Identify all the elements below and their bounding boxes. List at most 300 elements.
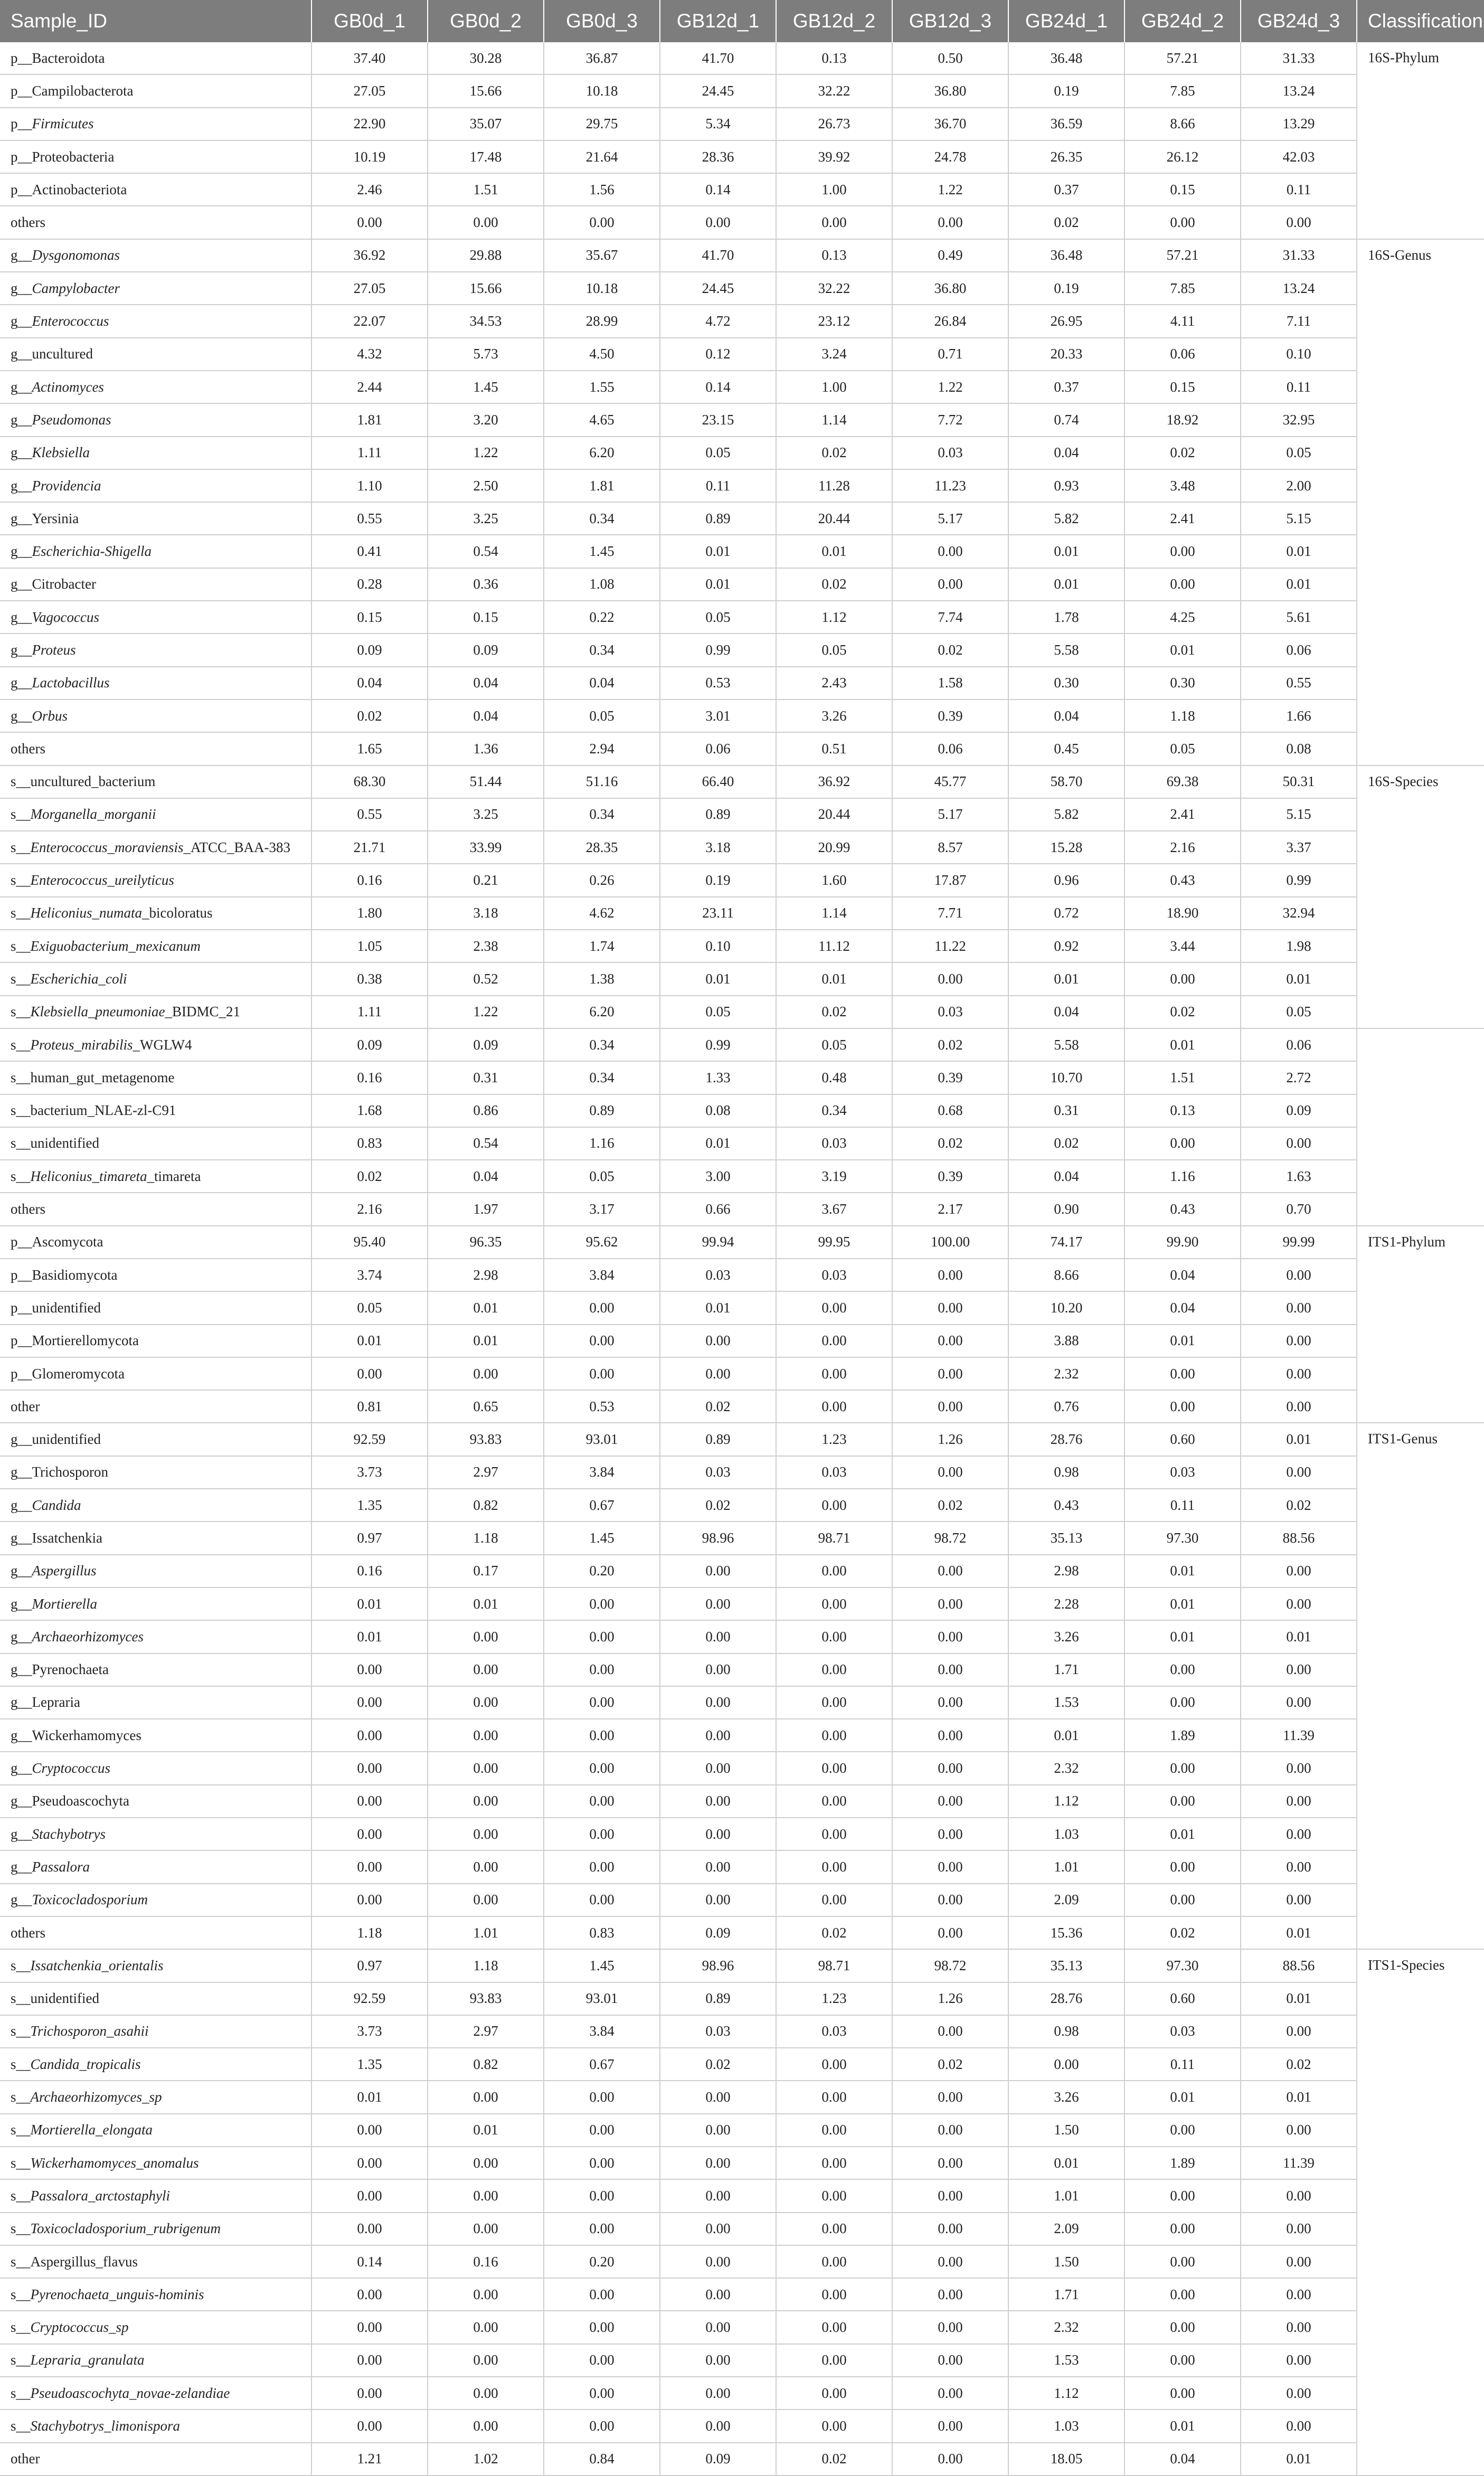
value-cell: 36.92 bbox=[311, 239, 428, 272]
value-cell: 95.62 bbox=[544, 1226, 660, 1259]
value-cell: 97.30 bbox=[1124, 1521, 1241, 1554]
value-cell: 28.35 bbox=[544, 831, 660, 864]
taxon-prefix: other bbox=[11, 1398, 40, 1414]
value-cell: 6.20 bbox=[544, 437, 660, 469]
value-cell: 0.01 bbox=[428, 1587, 544, 1620]
value-cell: 0.00 bbox=[660, 1555, 776, 1587]
value-cell: 0.00 bbox=[428, 206, 544, 239]
taxon-name-italic: Enterococcus_moraviensis bbox=[30, 839, 184, 855]
taxon-name: Wickerhamomyces bbox=[32, 1727, 141, 1743]
value-cell: 0.89 bbox=[660, 502, 776, 535]
table-row bbox=[0, 140, 1484, 173]
value-cell: 0.02 bbox=[311, 1160, 428, 1193]
value-cell: 0.00 bbox=[892, 1555, 1008, 1587]
value-cell: 0.83 bbox=[544, 1916, 660, 1949]
value-cell: 0.89 bbox=[660, 1982, 776, 2015]
value-cell: 0.02 bbox=[892, 634, 1008, 666]
taxon-name-italic: Klebsiella_pneumoniae bbox=[30, 1004, 165, 1020]
value-cell: 0.53 bbox=[660, 667, 776, 700]
value-cell: 0.00 bbox=[311, 1785, 428, 1818]
value-cell: 2.43 bbox=[776, 667, 892, 700]
taxon-strain: _ATCC_BAA-383 bbox=[183, 839, 290, 855]
value-cell: 1.36 bbox=[428, 732, 544, 765]
taxon-prefix: g__ bbox=[11, 609, 32, 625]
value-cell: 0.00 bbox=[892, 1325, 1008, 1357]
value-cell: 2.72 bbox=[1241, 1061, 1357, 1094]
taxon-prefix: s__ bbox=[11, 1069, 31, 1085]
value-cell: 0.00 bbox=[1241, 1752, 1357, 1784]
taxon-name-italic: Lactobacillus bbox=[32, 675, 110, 691]
value-cell: 3.20 bbox=[428, 403, 544, 436]
value-cell: 98.72 bbox=[892, 1521, 1008, 1554]
sample-id-cell bbox=[0, 1785, 311, 1818]
table-row bbox=[0, 1489, 1484, 1521]
table-row bbox=[0, 1160, 1484, 1193]
value-cell: 0.00 bbox=[1241, 206, 1357, 239]
taxon-strain: _timareta bbox=[147, 1168, 201, 1184]
value-cell: 1.14 bbox=[776, 403, 892, 436]
value-cell: 0.08 bbox=[1241, 732, 1357, 765]
value-cell: 0.39 bbox=[892, 1061, 1008, 1094]
value-cell: 3.25 bbox=[428, 798, 544, 831]
value-cell: 0.34 bbox=[544, 798, 660, 831]
value-cell: 0.00 bbox=[1241, 1587, 1357, 1620]
value-cell: 0.00 bbox=[544, 1620, 660, 1653]
value-cell: 21.71 bbox=[311, 831, 428, 864]
taxon-name-italic: Enterococcus_ureilyticus bbox=[30, 872, 174, 889]
value-cell: 0.49 bbox=[892, 239, 1008, 272]
value-cell: 1.01 bbox=[1008, 2179, 1124, 2212]
value-cell: 2.46 bbox=[311, 173, 428, 206]
value-cell: 0.00 bbox=[428, 2179, 544, 2212]
value-cell: 0.00 bbox=[1241, 2278, 1357, 2311]
taxon-prefix: g__ bbox=[11, 1530, 32, 1546]
value-cell: 0.00 bbox=[660, 1850, 776, 1883]
value-cell: 92.59 bbox=[311, 1423, 428, 1456]
value-cell: 1.51 bbox=[1124, 1061, 1241, 1094]
sample-id-cell bbox=[0, 1949, 311, 1982]
value-cell: 8.66 bbox=[1124, 108, 1241, 140]
value-cell: 10.18 bbox=[544, 74, 660, 107]
value-cell: 99.90 bbox=[1124, 1226, 1241, 1259]
classification-cell: 16S-Phylum bbox=[1357, 42, 1484, 239]
value-cell: 0.01 bbox=[1241, 1423, 1357, 1456]
value-cell: 0.99 bbox=[1241, 864, 1357, 896]
table-row bbox=[0, 897, 1484, 930]
value-cell: 26.73 bbox=[776, 108, 892, 140]
value-cell: 0.01 bbox=[660, 568, 776, 601]
value-cell: 0.00 bbox=[892, 535, 1008, 568]
taxon-prefix: s__ bbox=[11, 1004, 31, 1020]
value-cell: 0.00 bbox=[544, 2081, 660, 2113]
value-cell: 0.11 bbox=[660, 469, 776, 502]
value-cell: 10.20 bbox=[1008, 1291, 1124, 1324]
value-cell: 1.50 bbox=[1008, 2245, 1124, 2278]
table-row bbox=[0, 42, 1484, 74]
value-cell: 0.00 bbox=[776, 1555, 892, 1587]
sample-id-cell bbox=[0, 206, 311, 239]
value-cell: 0.01 bbox=[1008, 535, 1124, 568]
value-cell: 0.00 bbox=[311, 1884, 428, 1916]
value-cell: 0.11 bbox=[1241, 371, 1357, 403]
table-row bbox=[0, 962, 1484, 995]
taxon-prefix: s__ bbox=[11, 2187, 31, 2204]
value-cell: 0.01 bbox=[428, 1291, 544, 1324]
sample-id-cell bbox=[0, 798, 311, 831]
value-cell: 18.92 bbox=[1124, 403, 1241, 436]
value-cell: 0.01 bbox=[1124, 1325, 1241, 1357]
classification-cell: ITS1-Genus bbox=[1357, 1423, 1484, 1949]
taxon-prefix: g__ bbox=[11, 313, 32, 329]
table-row bbox=[0, 1325, 1484, 1357]
table-row bbox=[0, 1259, 1484, 1291]
value-cell: 7.74 bbox=[892, 601, 1008, 634]
sample-id-cell bbox=[0, 897, 311, 930]
taxon-prefix: g__ bbox=[11, 247, 32, 263]
table-row bbox=[0, 469, 1484, 502]
taxon-prefix: p__ bbox=[11, 1332, 32, 1349]
value-cell: 0.00 bbox=[428, 1620, 544, 1653]
value-cell: 0.01 bbox=[1241, 568, 1357, 601]
value-cell: 32.22 bbox=[776, 272, 892, 305]
value-cell: 0.00 bbox=[660, 1884, 776, 1916]
value-cell: 2.97 bbox=[428, 2015, 544, 2048]
value-cell: 0.04 bbox=[1008, 437, 1124, 469]
taxon-prefix: s__ bbox=[11, 1990, 31, 2007]
value-cell: 92.59 bbox=[311, 1982, 428, 2015]
value-cell: 1.22 bbox=[892, 371, 1008, 403]
table-row bbox=[0, 2015, 1484, 2048]
taxon-name-italic: Heliconius_timareta bbox=[30, 1168, 147, 1184]
value-cell: 0.15 bbox=[311, 601, 428, 634]
table-row bbox=[0, 2245, 1484, 2278]
value-cell: 0.00 bbox=[660, 2114, 776, 2147]
value-cell: 0.05 bbox=[544, 700, 660, 732]
value-cell: 0.00 bbox=[544, 2179, 660, 2212]
col-header-classification: Classification bbox=[1357, 0, 1484, 42]
value-cell: 51.16 bbox=[544, 766, 660, 798]
value-cell: 0.00 bbox=[776, 1686, 892, 1719]
col-header-gb24d-2: GB24d_2 bbox=[1124, 0, 1241, 42]
value-cell: 0.97 bbox=[311, 1521, 428, 1554]
value-cell: 0.05 bbox=[1124, 732, 1241, 765]
table-body bbox=[0, 42, 1484, 2475]
sample-id-cell bbox=[0, 2344, 311, 2377]
value-cell: 1.56 bbox=[544, 173, 660, 206]
taxon-name-italic: Campylobacter bbox=[32, 280, 120, 296]
value-cell: 3.26 bbox=[1008, 2081, 1124, 2113]
sample-id-cell bbox=[0, 1555, 311, 1587]
value-cell: 98.71 bbox=[776, 1521, 892, 1554]
taxon-name-italic: Orbus bbox=[32, 707, 68, 724]
table-row bbox=[0, 568, 1484, 601]
value-cell: 13.24 bbox=[1241, 74, 1357, 107]
value-cell: 0.38 bbox=[311, 962, 428, 995]
sample-id-cell bbox=[0, 1028, 311, 1061]
value-cell: 0.19 bbox=[660, 864, 776, 896]
value-cell: 0.00 bbox=[892, 1357, 1008, 1390]
value-cell: 93.83 bbox=[428, 1423, 544, 1456]
value-cell: 0.43 bbox=[1008, 1489, 1124, 1521]
table-row bbox=[0, 2278, 1484, 2311]
value-cell: 0.67 bbox=[544, 2048, 660, 2081]
value-cell: 27.05 bbox=[311, 272, 428, 305]
value-cell: 0.04 bbox=[428, 667, 544, 700]
value-cell: 0.01 bbox=[1124, 1587, 1241, 1620]
value-cell: 26.12 bbox=[1124, 140, 1241, 173]
table-row bbox=[0, 338, 1484, 371]
value-cell: 0.02 bbox=[776, 437, 892, 469]
sample-id-cell bbox=[0, 1160, 311, 1193]
value-cell: 0.00 bbox=[544, 2409, 660, 2442]
value-cell: 36.70 bbox=[892, 108, 1008, 140]
value-cell: 0.60 bbox=[1124, 1982, 1241, 2015]
value-cell: 88.56 bbox=[1241, 1521, 1357, 1554]
value-cell: 0.00 bbox=[428, 2213, 544, 2245]
value-cell: 3.26 bbox=[776, 700, 892, 732]
value-cell: 33.99 bbox=[428, 831, 544, 864]
value-cell: 0.15 bbox=[1124, 371, 1241, 403]
value-cell: 0.52 bbox=[428, 962, 544, 995]
taxon-prefix: s__ bbox=[11, 2056, 31, 2072]
taxon-name: Actinobacteriota bbox=[32, 181, 127, 197]
sample-id-cell bbox=[0, 338, 311, 371]
value-cell: 1.11 bbox=[311, 996, 428, 1028]
taxon-prefix: p__ bbox=[11, 181, 32, 197]
taxon-name: Bacteroidota bbox=[32, 50, 105, 66]
value-cell: 15.36 bbox=[1008, 1916, 1124, 1949]
table-row bbox=[0, 239, 1484, 272]
value-cell: 7.11 bbox=[1241, 305, 1357, 337]
value-cell: 0.71 bbox=[892, 338, 1008, 371]
value-cell: 11.39 bbox=[1241, 1719, 1357, 1752]
value-cell: 4.11 bbox=[1124, 305, 1241, 337]
value-cell: 23.12 bbox=[776, 305, 892, 337]
taxon-name: Citrobacter bbox=[32, 576, 96, 592]
value-cell: 0.00 bbox=[892, 2081, 1008, 2113]
value-cell: 36.48 bbox=[1008, 42, 1124, 74]
value-cell: 29.88 bbox=[428, 239, 544, 272]
sample-id-cell bbox=[0, 1489, 311, 1521]
taxon-name-italic: Passalora_arctostaphyli bbox=[30, 2187, 171, 2204]
taxon-prefix: g__ bbox=[11, 1760, 32, 1776]
taxon-prefix: s__ bbox=[11, 2023, 31, 2039]
value-cell: 0.00 bbox=[1241, 1686, 1357, 1719]
value-cell: 0.00 bbox=[311, 2409, 428, 2442]
value-cell: 1.03 bbox=[1008, 1818, 1124, 1850]
value-cell: 13.29 bbox=[1241, 108, 1357, 140]
sample-id-cell bbox=[0, 1127, 311, 1160]
value-cell: 0.30 bbox=[1008, 667, 1124, 700]
value-cell: 1.35 bbox=[311, 1489, 428, 1521]
value-cell: 0.04 bbox=[428, 1160, 544, 1193]
taxon-name-italic: Pyrenochaeta_unguis-hominis bbox=[30, 2286, 204, 2302]
value-cell: 1.74 bbox=[544, 930, 660, 962]
value-cell: 34.53 bbox=[428, 305, 544, 337]
value-cell: 0.02 bbox=[892, 1028, 1008, 1061]
value-cell: 1.71 bbox=[1008, 2278, 1124, 2311]
sample-id-cell bbox=[0, 2278, 311, 2311]
value-cell: 0.00 bbox=[1241, 1390, 1357, 1423]
table-row bbox=[0, 173, 1484, 206]
value-cell: 0.02 bbox=[1241, 2048, 1357, 2081]
value-cell: 0.00 bbox=[428, 2278, 544, 2311]
value-cell: 0.00 bbox=[1124, 2278, 1241, 2311]
value-cell: 3.88 bbox=[1008, 1325, 1124, 1357]
value-cell: 0.34 bbox=[544, 634, 660, 666]
value-cell: 0.00 bbox=[1241, 2213, 1357, 2245]
value-cell: 0.01 bbox=[311, 1620, 428, 1653]
value-cell: 0.93 bbox=[1008, 469, 1124, 502]
value-cell: 22.90 bbox=[311, 108, 428, 140]
value-cell: 0.11 bbox=[1241, 173, 1357, 206]
sample-id-cell bbox=[0, 74, 311, 107]
taxon-prefix: g__ bbox=[11, 510, 32, 526]
taxon-prefix: others bbox=[11, 1924, 45, 1941]
table-row bbox=[0, 1884, 1484, 1916]
value-cell: 1.45 bbox=[428, 371, 544, 403]
col-header-gb0d-2: GB0d_2 bbox=[428, 0, 544, 42]
taxon-name: uncultured bbox=[32, 346, 93, 362]
sample-id-cell bbox=[0, 1752, 311, 1784]
value-cell: 2.44 bbox=[311, 371, 428, 403]
value-cell: 0.72 bbox=[1008, 897, 1124, 930]
taxon-prefix: s__ bbox=[11, 938, 31, 954]
value-cell: 0.00 bbox=[311, 2344, 428, 2377]
value-cell: 39.92 bbox=[776, 140, 892, 173]
value-cell: 0.05 bbox=[544, 1160, 660, 1193]
value-cell: 1.80 bbox=[311, 897, 428, 930]
value-cell: 0.13 bbox=[776, 239, 892, 272]
value-cell: 0.98 bbox=[1008, 2015, 1124, 2048]
value-cell: 0.51 bbox=[776, 732, 892, 765]
value-cell: 0.81 bbox=[311, 1390, 428, 1423]
value-cell: 15.66 bbox=[428, 74, 544, 107]
value-cell: 0.00 bbox=[660, 1325, 776, 1357]
value-cell: 1.26 bbox=[892, 1423, 1008, 1456]
value-cell: 1.18 bbox=[311, 1916, 428, 1949]
value-cell: 1.18 bbox=[1124, 700, 1241, 732]
value-cell: 15.66 bbox=[428, 272, 544, 305]
sample-id-cell bbox=[0, 732, 311, 765]
taxon-name-italic: Firmicutes bbox=[32, 116, 94, 132]
value-cell: 0.00 bbox=[776, 2311, 892, 2343]
value-cell: 0.05 bbox=[1241, 996, 1357, 1028]
sample-id-cell bbox=[0, 1390, 311, 1423]
value-cell: 0.14 bbox=[311, 2245, 428, 2278]
taxon-prefix: p__ bbox=[11, 1234, 32, 1250]
table-row bbox=[0, 272, 1484, 305]
taxon-prefix: p__ bbox=[11, 50, 32, 66]
value-cell: 3.17 bbox=[544, 1193, 660, 1225]
value-cell: 1.00 bbox=[776, 371, 892, 403]
value-cell: 1.12 bbox=[1008, 2377, 1124, 2409]
taxon-prefix: g__ bbox=[11, 411, 32, 428]
value-cell: 0.01 bbox=[311, 1587, 428, 1620]
value-cell: 0.00 bbox=[544, 2114, 660, 2147]
value-cell: 0.70 bbox=[1241, 1193, 1357, 1225]
sample-id-cell bbox=[0, 403, 311, 436]
value-cell: 0.43 bbox=[1124, 864, 1241, 896]
value-cell: 0.30 bbox=[1124, 667, 1241, 700]
value-cell: 0.02 bbox=[1008, 206, 1124, 239]
taxon-prefix: s__ bbox=[11, 970, 31, 987]
taxon-prefix: g__ bbox=[11, 707, 32, 724]
value-cell: 0.00 bbox=[1241, 1555, 1357, 1587]
value-cell: 0.02 bbox=[660, 2048, 776, 2081]
value-cell: 0.02 bbox=[776, 2443, 892, 2475]
value-cell: 0.43 bbox=[1124, 1193, 1241, 1225]
classification-cell bbox=[1357, 1028, 1484, 1226]
value-cell: 3.00 bbox=[660, 1160, 776, 1193]
value-cell: 0.00 bbox=[892, 2147, 1008, 2179]
value-cell: 4.62 bbox=[544, 897, 660, 930]
value-cell: 0.00 bbox=[544, 1587, 660, 1620]
value-cell: 35.67 bbox=[544, 239, 660, 272]
taxon-name-italic: Pseudoascochyta_novae-zelandiae bbox=[30, 2385, 230, 2401]
value-cell: 0.03 bbox=[892, 437, 1008, 469]
value-cell: 5.58 bbox=[1008, 1028, 1124, 1061]
value-cell: 0.00 bbox=[776, 1357, 892, 1390]
value-cell: 0.00 bbox=[1241, 2409, 1357, 2442]
taxon-name: Basidiomycota bbox=[32, 1267, 118, 1283]
taxon-prefix: g__ bbox=[11, 1497, 32, 1513]
value-cell: 0.00 bbox=[776, 1719, 892, 1752]
sample-id-cell bbox=[0, 1423, 311, 1456]
value-cell: 0.01 bbox=[1241, 2081, 1357, 2113]
sample-id-cell bbox=[0, 2114, 311, 2147]
value-cell: 0.00 bbox=[776, 1390, 892, 1423]
value-cell: 2.98 bbox=[1008, 1555, 1124, 1587]
value-cell: 5.15 bbox=[1241, 502, 1357, 535]
value-cell: 0.11 bbox=[1124, 2048, 1241, 2081]
value-cell: 57.21 bbox=[1124, 239, 1241, 272]
value-cell: 0.00 bbox=[892, 2344, 1008, 2377]
value-cell: 2.38 bbox=[428, 930, 544, 962]
value-cell: 2.16 bbox=[311, 1193, 428, 1225]
value-cell: 1.18 bbox=[428, 1521, 544, 1554]
value-cell: 3.67 bbox=[776, 1193, 892, 1225]
value-cell: 0.00 bbox=[776, 1752, 892, 1784]
value-cell: 0.00 bbox=[1124, 206, 1241, 239]
taxon-prefix: g__ bbox=[11, 1563, 32, 1579]
value-cell: 0.00 bbox=[1241, 2245, 1357, 2278]
taxon-name-italic: Passalora bbox=[32, 1858, 90, 1875]
taxon-prefix: p__ bbox=[11, 148, 32, 165]
value-cell: 0.16 bbox=[311, 864, 428, 896]
value-cell: 3.18 bbox=[428, 897, 544, 930]
value-cell: 0.01 bbox=[428, 2114, 544, 2147]
value-cell: 0.00 bbox=[892, 1587, 1008, 1620]
value-cell: 0.39 bbox=[892, 1160, 1008, 1193]
value-cell: 0.00 bbox=[544, 2377, 660, 2409]
value-cell: 0.01 bbox=[660, 535, 776, 568]
table-row bbox=[0, 766, 1484, 798]
value-cell: 0.00 bbox=[660, 206, 776, 239]
value-cell: 0.82 bbox=[428, 1489, 544, 1521]
sample-id-cell bbox=[0, 2377, 311, 2409]
value-cell: 0.01 bbox=[428, 1325, 544, 1357]
value-cell: 45.77 bbox=[892, 766, 1008, 798]
value-cell: 2.32 bbox=[1008, 1357, 1124, 1390]
taxon-prefix: g__ bbox=[11, 1694, 32, 1710]
table-row bbox=[0, 403, 1484, 436]
value-cell: 5.17 bbox=[892, 798, 1008, 831]
value-cell: 0.01 bbox=[1008, 962, 1124, 995]
table-row bbox=[0, 700, 1484, 732]
value-cell: 0.89 bbox=[544, 1094, 660, 1127]
sample-id-cell bbox=[0, 2443, 311, 2475]
